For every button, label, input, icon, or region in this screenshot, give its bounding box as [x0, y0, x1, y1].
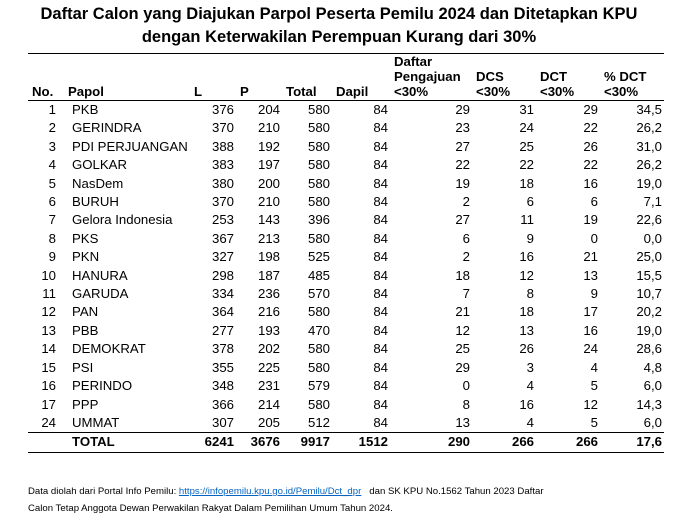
cell-p: 143 [257, 212, 280, 228]
cell-daftar: 12 [455, 322, 470, 338]
total-label: TOTAL [64, 433, 190, 452]
table-row [28, 175, 664, 193]
cell-dapil: 84 [373, 322, 388, 338]
total-l: 6241 [190, 433, 236, 452]
cell-dapil: 84 [373, 267, 388, 283]
total-dcs: 266 [472, 433, 536, 452]
cell-p: 210 [257, 194, 280, 210]
cell-p: 216 [257, 304, 280, 320]
cell-total: 579 [307, 378, 330, 394]
cell-papol: PERINDO [72, 378, 133, 394]
total-total: 9917 [282, 433, 332, 452]
cell-dct: 17 [583, 304, 598, 320]
cell-p: 187 [257, 267, 280, 283]
cell-dapil: 84 [373, 378, 388, 394]
table-row [28, 211, 664, 229]
cell-dapil: 84 [373, 230, 388, 246]
cell-daftar: 6 [462, 230, 470, 246]
cell-papol: DEMOKRAT [72, 341, 146, 357]
header-dcs [472, 54, 536, 101]
source-link[interactable]: https://infopemilu.kpu.go.id/Pemilu/Dct_dpr [178, 486, 362, 497]
table-row [28, 138, 664, 156]
cell-l: 370 [211, 194, 234, 210]
cell-dct: 13 [583, 267, 598, 283]
header-dct-line2: <30% [540, 84, 575, 99]
cell-dct: 24 [583, 341, 598, 357]
cell-no: 12 [41, 304, 56, 320]
total-row [28, 433, 664, 452]
cell-l: 348 [211, 378, 234, 394]
cell-pct-dct: 31,0 [636, 138, 662, 154]
total-dct: 266 [536, 433, 600, 452]
header-no: No. [28, 54, 64, 101]
cell-daftar: 22 [455, 157, 470, 173]
cell-dct: 12 [583, 396, 598, 412]
cell-total: 396 [307, 212, 330, 228]
cell-dct: 29 [583, 102, 598, 117]
cell-dcs: 9 [526, 230, 534, 246]
cell-total: 580 [307, 102, 330, 117]
cell-dapil: 84 [373, 341, 388, 357]
total-pct-dct: 17,6 [600, 433, 664, 452]
cell-total: 570 [307, 286, 330, 302]
table-row [28, 119, 664, 137]
cell-pct-dct: 19,0 [636, 175, 662, 191]
cell-pct-dct: 28,6 [636, 341, 662, 357]
cell-total: 512 [307, 414, 330, 430]
cell-no: 11 [42, 286, 56, 302]
cell-l: 383 [211, 157, 234, 173]
header-daftar-line2: Pengajuan [394, 69, 461, 84]
cell-dcs: 24 [519, 120, 534, 136]
cell-dcs: 22 [519, 157, 534, 173]
cell-dct: 6 [590, 194, 598, 210]
cell-total: 580 [307, 304, 330, 320]
cell-dcs: 8 [526, 286, 534, 302]
cell-daftar: 25 [455, 341, 470, 357]
cell-l: 366 [211, 396, 234, 412]
cell-dapil: 84 [373, 157, 388, 173]
cell-total: 580 [307, 120, 330, 136]
cell-dcs: 18 [519, 304, 534, 320]
header-total: Total [282, 54, 332, 101]
cell-total: 525 [307, 249, 330, 265]
title-line-1: Daftar Calon yang Diajukan Parpol Peserta Pemilu 2024 dan Ditetapkan KPU [40, 5, 638, 23]
cell-pct-dct: 6,0 [643, 378, 662, 394]
source-line-2: Calon Tetap Anggota Dewan Perwakilan Rakyat Dalam Pemilihan Umum Tahun 2024. [28, 502, 393, 514]
cell-papol: PAN [72, 304, 99, 320]
cell-no: 6 [48, 194, 56, 210]
total-daftar: 290 [390, 433, 472, 452]
header-dct [536, 54, 600, 101]
cell-no: 14 [41, 341, 56, 357]
cell-dcs: 12 [519, 267, 534, 283]
cell-papol: BURUH [72, 194, 119, 210]
cell-no: 9 [48, 249, 56, 265]
cell-dcs: 16 [519, 249, 534, 265]
cell-daftar: 0 [462, 378, 470, 394]
cell-total: 580 [307, 230, 330, 246]
header-dcs-line1: DCS [476, 69, 504, 84]
cell-pct-dct: 26,2 [636, 157, 662, 173]
table-row [28, 193, 664, 211]
cell-pct-dct: 0,0 [643, 230, 662, 246]
cell-papol: UMMAT [72, 414, 120, 430]
cell-dct: 16 [583, 175, 598, 191]
cell-no: 10 [41, 267, 56, 283]
table-row [28, 340, 664, 358]
source-prefix: Data diolah dari Portal Info Pemilu: [28, 486, 179, 497]
cell-pct-dct: 22,6 [636, 212, 662, 228]
cell-pct-dct: 20,2 [636, 304, 662, 320]
cell-p: 200 [257, 175, 280, 191]
cell-dcs: 11 [520, 212, 534, 228]
cell-daftar: 7 [462, 286, 470, 302]
cell-p: 236 [257, 286, 280, 302]
cell-total: 470 [307, 322, 330, 338]
cell-dapil: 84 [373, 102, 388, 117]
cell-daftar: 2 [462, 194, 470, 210]
header-p: P [236, 54, 282, 101]
cell-papol: HANURA [72, 267, 128, 283]
cell-p: 213 [257, 230, 280, 246]
cell-dct: 5 [590, 414, 598, 430]
cell-papol: GOLKAR [72, 157, 127, 173]
cell-dcs: 26 [519, 341, 534, 357]
cell-papol: PSI [72, 359, 94, 375]
header-daftar-line3: <30% [394, 84, 429, 99]
cell-l: 298 [211, 267, 234, 283]
cell-dapil: 84 [373, 304, 388, 320]
cell-dapil: 84 [373, 359, 388, 375]
cell-p: 197 [257, 157, 280, 173]
cell-dapil: 84 [373, 120, 388, 136]
cell-total: 580 [307, 396, 330, 412]
table-row [28, 101, 664, 120]
cell-pct-dct: 7,1 [643, 194, 662, 210]
cell-dapil: 84 [373, 414, 388, 430]
cell-dcs: 18 [519, 175, 534, 191]
cell-papol: GERINDRA [72, 120, 142, 136]
cell-p: 210 [257, 120, 280, 136]
cell-daftar: 19 [455, 175, 470, 191]
cell-dapil: 84 [373, 249, 388, 265]
cell-no: 7 [48, 212, 56, 228]
cell-total: 580 [307, 341, 330, 357]
cell-total: 580 [307, 194, 330, 210]
cell-p: 214 [257, 396, 280, 412]
source-note [28, 484, 668, 517]
cell-dcs: 3 [526, 359, 534, 375]
table-row [28, 322, 664, 340]
cell-l: 376 [211, 102, 234, 117]
table-row [28, 377, 664, 395]
table-row [28, 396, 664, 414]
cell-dapil: 84 [373, 212, 388, 228]
cell-dapil: 84 [373, 175, 388, 191]
cell-papol: NasDem [72, 175, 124, 191]
page-title [0, 3, 678, 49]
cell-no: 16 [41, 378, 56, 394]
cell-papol: PDI PERJUANGAN [72, 138, 188, 154]
cell-daftar: 8 [462, 396, 470, 412]
header-row [28, 54, 664, 101]
cell-pct-dct: 25,0 [636, 249, 662, 265]
cell-dcs: 25 [519, 138, 534, 154]
cell-daftar: 23 [455, 120, 470, 136]
header-l: L [190, 54, 236, 101]
cell-p: 225 [257, 359, 280, 375]
cell-dct: 22 [583, 120, 598, 136]
header-daftar-line1: Daftar [394, 54, 433, 69]
cell-l: 355 [211, 359, 234, 375]
header-daftar [390, 54, 472, 101]
cell-papol: PBB [72, 322, 99, 338]
cell-no: 24 [41, 414, 56, 430]
cell-total: 580 [307, 175, 330, 191]
cell-l: 380 [211, 175, 234, 191]
cell-l: 327 [211, 249, 234, 265]
cell-dapil: 84 [373, 194, 388, 210]
cell-daftar: 21 [455, 304, 470, 320]
table-row [28, 303, 664, 321]
header-dct-line1: DCT [540, 69, 568, 84]
cell-no: 8 [48, 230, 56, 246]
header-papol: Papol [64, 54, 190, 101]
source-line-1 [28, 484, 668, 501]
cell-daftar: 29 [455, 359, 470, 375]
cell-dct: 4 [590, 359, 598, 375]
cell-dct: 5 [590, 378, 598, 394]
cell-total: 485 [307, 267, 330, 283]
cell-dct: 26 [583, 138, 598, 154]
header-dcs-line2: <30% [476, 84, 511, 99]
cell-dcs: 4 [526, 378, 534, 394]
cell-papol: PKS [72, 230, 99, 246]
cell-papol: PKN [72, 249, 100, 265]
table-row [28, 414, 664, 433]
cell-l: 378 [211, 341, 234, 357]
cell-dct: 0 [590, 230, 598, 246]
cell-pct-dct: 6,0 [643, 414, 662, 430]
header-pct-dct-line2: <30% [604, 84, 639, 99]
candidate-table [28, 53, 664, 453]
cell-dapil: 84 [373, 286, 388, 302]
cell-l: 388 [211, 138, 234, 154]
cell-dct: 9 [590, 286, 598, 302]
table-row [28, 285, 664, 303]
cell-pct-dct: 26,2 [636, 120, 662, 136]
table-row [28, 248, 664, 266]
cell-no: 15 [41, 359, 56, 375]
cell-dct: 21 [583, 249, 598, 265]
cell-dct: 16 [583, 322, 598, 338]
cell-dcs: 31 [519, 102, 534, 117]
table-row [28, 267, 664, 285]
cell-dcs: 16 [519, 396, 534, 412]
cell-dcs: 6 [526, 194, 534, 210]
cell-daftar: 27 [455, 138, 470, 154]
cell-dcs: 4 [526, 414, 534, 430]
cell-papol: PPP [72, 396, 99, 412]
cell-p: 192 [257, 138, 280, 154]
cell-papol: PKB [72, 102, 99, 117]
cell-l: 277 [211, 322, 234, 338]
header-pct-dct-line1: % DCT [604, 69, 647, 84]
cell-no: 5 [48, 175, 56, 191]
cell-no: 4 [48, 157, 56, 173]
cell-total: 580 [307, 138, 330, 154]
cell-p: 193 [257, 322, 280, 338]
cell-p: 202 [257, 341, 280, 357]
cell-total: 580 [307, 359, 330, 375]
cell-daftar: 13 [455, 414, 470, 430]
cell-pct-dct: 34,5 [636, 102, 662, 117]
cell-p: 198 [257, 249, 280, 265]
cell-no: 2 [48, 120, 56, 136]
cell-l: 307 [211, 414, 234, 430]
cell-l: 364 [211, 304, 234, 320]
cell-l: 253 [211, 212, 234, 228]
cell-l: 334 [211, 286, 234, 302]
cell-pct-dct: 14,3 [636, 396, 662, 412]
cell-daftar: 18 [455, 267, 470, 283]
table-row [28, 230, 664, 248]
cell-p: 231 [257, 378, 280, 394]
table-row [28, 156, 664, 174]
cell-p: 205 [257, 414, 280, 430]
cell-pct-dct: 10,7 [636, 286, 662, 302]
title-line-2: dengan Keterwakilan Perempuan Kurang dari 30% [141, 28, 537, 46]
cell-dct: 19 [583, 212, 598, 228]
cell-total: 580 [307, 157, 330, 173]
cell-p: 204 [257, 102, 280, 117]
cell-l: 370 [211, 120, 234, 136]
cell-l: 367 [211, 230, 234, 246]
cell-daftar: 2 [462, 249, 470, 265]
cell-daftar: 27 [455, 212, 470, 228]
cell-no: 3 [48, 138, 56, 154]
cell-no: 13 [41, 322, 56, 338]
cell-daftar: 29 [455, 102, 470, 117]
cell-papol: GARUDA [72, 286, 129, 302]
cell-no: 17 [41, 396, 56, 412]
cell-pct-dct: 15,5 [636, 267, 662, 283]
header-pct-dct [600, 54, 664, 101]
cell-dct: 22 [583, 157, 598, 173]
cell-dapil: 84 [373, 396, 388, 412]
header-dapil: Dapil [332, 54, 390, 101]
cell-dcs: 13 [519, 322, 534, 338]
cell-pct-dct: 4,8 [643, 359, 662, 375]
cell-dapil: 84 [373, 138, 388, 154]
total-dapil: 1512 [332, 433, 390, 452]
cell-no: 1 [48, 102, 56, 117]
table-row [28, 359, 664, 377]
total-p: 3676 [236, 433, 282, 452]
cell-papol: Gelora Indonesia [72, 212, 173, 228]
source-suffix: dan SK KPU No.1562 Tahun 2023 Daftar [361, 486, 544, 497]
cell-pct-dct: 19,0 [636, 322, 662, 338]
